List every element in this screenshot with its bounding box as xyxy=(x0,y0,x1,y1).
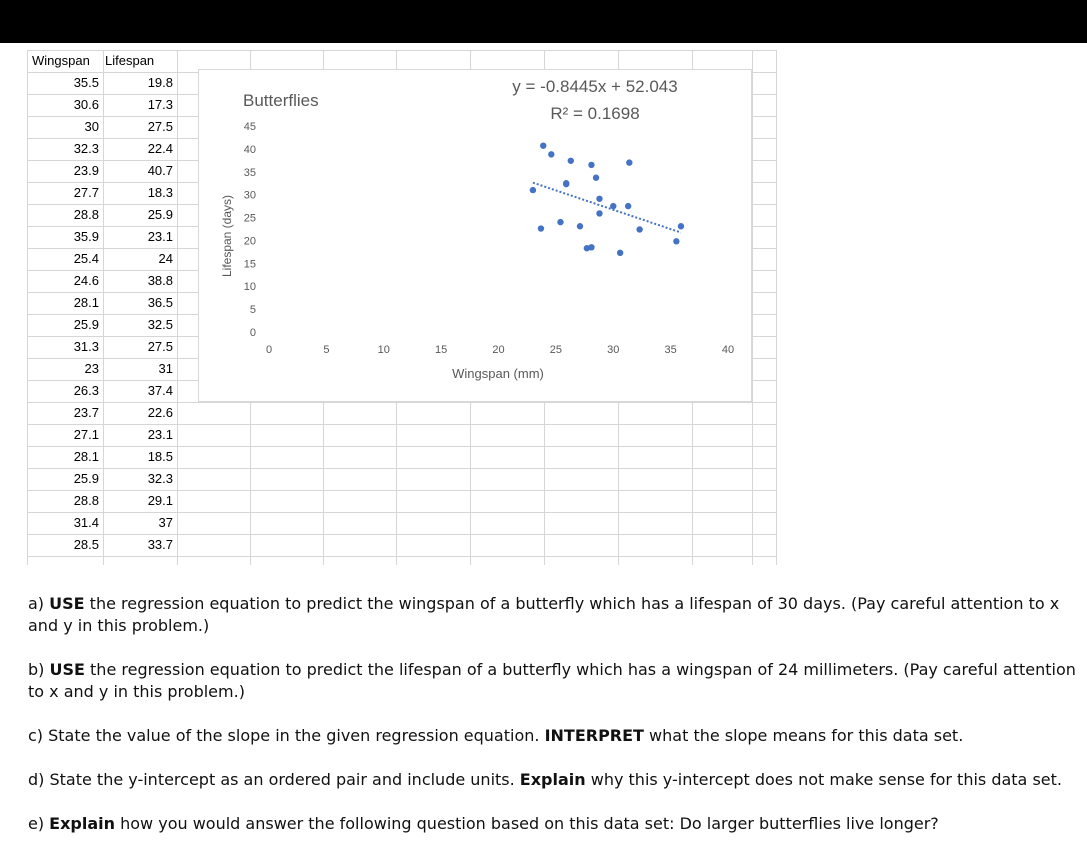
cell-lifespan[interactable]: 40.7 xyxy=(147,163,173,178)
data-point xyxy=(593,175,599,181)
questions-section xyxy=(28,593,1083,857)
data-point xyxy=(530,187,536,193)
r-squared-label: R² = 0.1698 xyxy=(550,104,640,123)
x-axis-label: Wingspan (mm) xyxy=(452,366,544,381)
y-tick-label: 45 xyxy=(243,121,256,133)
cell-wingspan[interactable]: 28.5 xyxy=(73,537,99,552)
cell-lifespan[interactable]: 19.8 xyxy=(147,75,173,90)
data-point xyxy=(548,151,554,157)
chart-title: Butterflies xyxy=(243,91,319,110)
cell-wingspan[interactable]: 28.1 xyxy=(73,449,99,464)
x-tick-label: 35 xyxy=(664,344,677,356)
cell-wingspan[interactable]: 23 xyxy=(84,361,99,376)
cell-lifespan[interactable]: 32.3 xyxy=(147,471,173,486)
data-point xyxy=(617,250,623,256)
cell-wingspan[interactable]: 25.9 xyxy=(73,471,99,486)
x-tick-label: 0 xyxy=(265,344,273,356)
y-tick-label: 40 xyxy=(243,143,256,156)
x-tick-label: 15 xyxy=(435,344,448,356)
y-tick-label: 0 xyxy=(249,327,256,339)
y-axis-label: Lifespan (days) xyxy=(220,194,234,278)
cell-lifespan[interactable]: 37.4 xyxy=(147,383,173,398)
cell-wingspan[interactable]: 32.3 xyxy=(73,141,99,156)
top-black-bar xyxy=(0,0,1087,43)
question-keyword: Explain xyxy=(519,770,586,789)
data-point xyxy=(678,223,684,229)
cell-wingspan[interactable]: 26.3 xyxy=(73,383,99,398)
cell-lifespan[interactable]: 38.8 xyxy=(147,273,173,288)
data-point xyxy=(568,158,574,164)
cell-lifespan[interactable]: 23.1 xyxy=(147,427,173,442)
y-tick-label: 30 xyxy=(243,189,256,202)
cell-lifespan[interactable]: 17.3 xyxy=(147,97,173,112)
question-keyword: USE xyxy=(49,594,85,613)
question-prefix: c) State the value of the slope in the given regression equation. xyxy=(28,726,545,745)
cell-lifespan[interactable]: 22.4 xyxy=(147,141,173,156)
cell-lifespan[interactable]: 23.1 xyxy=(147,229,173,244)
x-tick-label: 10 xyxy=(377,344,390,356)
header-lifespan[interactable]: Lifespan xyxy=(105,53,155,68)
question-prefix: e) xyxy=(28,814,50,833)
x-tick-label: 30 xyxy=(607,344,620,356)
cell-lifespan[interactable]: 25.9 xyxy=(147,207,173,222)
cell-wingspan[interactable]: 28.8 xyxy=(73,207,99,222)
cell-wingspan[interactable]: 23.7 xyxy=(73,405,99,420)
question-text: the regression equation to predict the wingspan of a butterfly which has a lifespan of 30 days. (Pay careful attention to x and y in this problem.) xyxy=(28,594,1060,635)
y-tick-label: 20 xyxy=(243,235,256,248)
question-c xyxy=(28,725,1083,747)
cell-lifespan[interactable]: 29.1 xyxy=(147,493,173,508)
cell-wingspan[interactable]: 31.4 xyxy=(73,515,99,530)
cell-wingspan[interactable]: 24.6 xyxy=(73,273,99,288)
cell-lifespan[interactable]: 27.5 xyxy=(147,339,173,354)
x-tick-label: 25 xyxy=(549,344,562,356)
regression-equation-label: y = -0.8445x + 52.043 xyxy=(512,77,678,96)
question-d xyxy=(28,769,1083,791)
question-e xyxy=(28,813,1083,835)
cell-lifespan[interactable]: 33.7 xyxy=(147,537,173,552)
data-point xyxy=(610,203,616,209)
question-text: how you would answer the following question based on this data set: Do larger butterflies live longer? xyxy=(115,814,939,833)
data-point xyxy=(673,238,679,244)
question-keyword: Explain xyxy=(49,814,116,833)
cell-wingspan[interactable]: 27.7 xyxy=(73,185,99,200)
cell-lifespan[interactable]: 27.5 xyxy=(147,119,173,134)
cell-wingspan[interactable]: 27.1 xyxy=(73,427,99,442)
cell-lifespan[interactable]: 18.5 xyxy=(147,449,173,464)
cell-lifespan[interactable]: 32.5 xyxy=(147,317,173,332)
data-point xyxy=(577,223,583,229)
data-point xyxy=(563,181,569,187)
scatter-chart[interactable] xyxy=(198,69,752,402)
cell-wingspan[interactable]: 23.9 xyxy=(73,163,99,178)
data-point xyxy=(596,210,602,216)
x-tick-label: 20 xyxy=(492,344,505,356)
cell-lifespan[interactable]: 18.3 xyxy=(147,185,173,200)
data-point xyxy=(636,226,642,232)
cell-wingspan[interactable]: 35.5 xyxy=(73,75,99,90)
data-point xyxy=(588,244,594,250)
question-keyword: INTERPRET xyxy=(544,726,644,745)
cell-wingspan[interactable]: 30.6 xyxy=(73,97,99,112)
question-text: what the slope means for this data set. xyxy=(643,726,964,745)
y-tick-label: 5 xyxy=(249,304,256,317)
question-prefix: d) State the y-intercept as an ordered pair and include units. xyxy=(28,770,520,789)
cell-lifespan[interactable]: 37 xyxy=(158,515,173,530)
cell-wingspan[interactable]: 25.4 xyxy=(73,251,99,266)
y-tick-label: 10 xyxy=(243,281,256,294)
cell-lifespan[interactable]: 31 xyxy=(158,361,173,376)
cell-wingspan[interactable]: 35.9 xyxy=(73,229,99,244)
cell-wingspan[interactable]: 28.8 xyxy=(73,493,99,508)
question-prefix: b) xyxy=(28,660,50,679)
x-tick-label: 5 xyxy=(323,344,330,356)
data-point xyxy=(538,225,544,231)
question-keyword: USE xyxy=(49,660,85,679)
data-point xyxy=(557,219,563,225)
cell-wingspan[interactable]: 25.9 xyxy=(73,317,99,332)
cell-lifespan[interactable]: 24 xyxy=(158,251,173,266)
data-point xyxy=(596,196,602,202)
trendline xyxy=(533,183,681,233)
cell-wingspan[interactable]: 31.3 xyxy=(73,339,99,354)
question-prefix: a) xyxy=(28,594,50,613)
x-tick-label: 40 xyxy=(721,344,735,356)
chart-canvas xyxy=(199,70,753,403)
question-b xyxy=(28,659,1083,703)
data-point xyxy=(588,162,594,168)
question-text: the regression equation to predict the lifespan of a butterfly which has a wingspan of 24 millimeters. (Pay careful attention to x and y in this problem.) xyxy=(28,660,1076,701)
question-a xyxy=(28,593,1083,637)
y-tick-label: 15 xyxy=(243,258,256,271)
header-wingspan[interactable]: Wingspan xyxy=(32,53,90,68)
data-point xyxy=(626,159,632,165)
cell-lifespan[interactable]: 22.6 xyxy=(147,405,173,420)
data-point xyxy=(540,142,546,148)
cell-lifespan[interactable]: 36.5 xyxy=(147,295,173,310)
question-text: why this y-intercept does not make sense for this data set. xyxy=(585,770,1062,789)
y-tick-label: 25 xyxy=(243,212,256,225)
data-point xyxy=(625,203,631,209)
cell-wingspan[interactable]: 28.1 xyxy=(73,295,99,310)
cell-wingspan[interactable]: 30 xyxy=(84,119,99,134)
y-tick-label: 35 xyxy=(243,166,256,179)
